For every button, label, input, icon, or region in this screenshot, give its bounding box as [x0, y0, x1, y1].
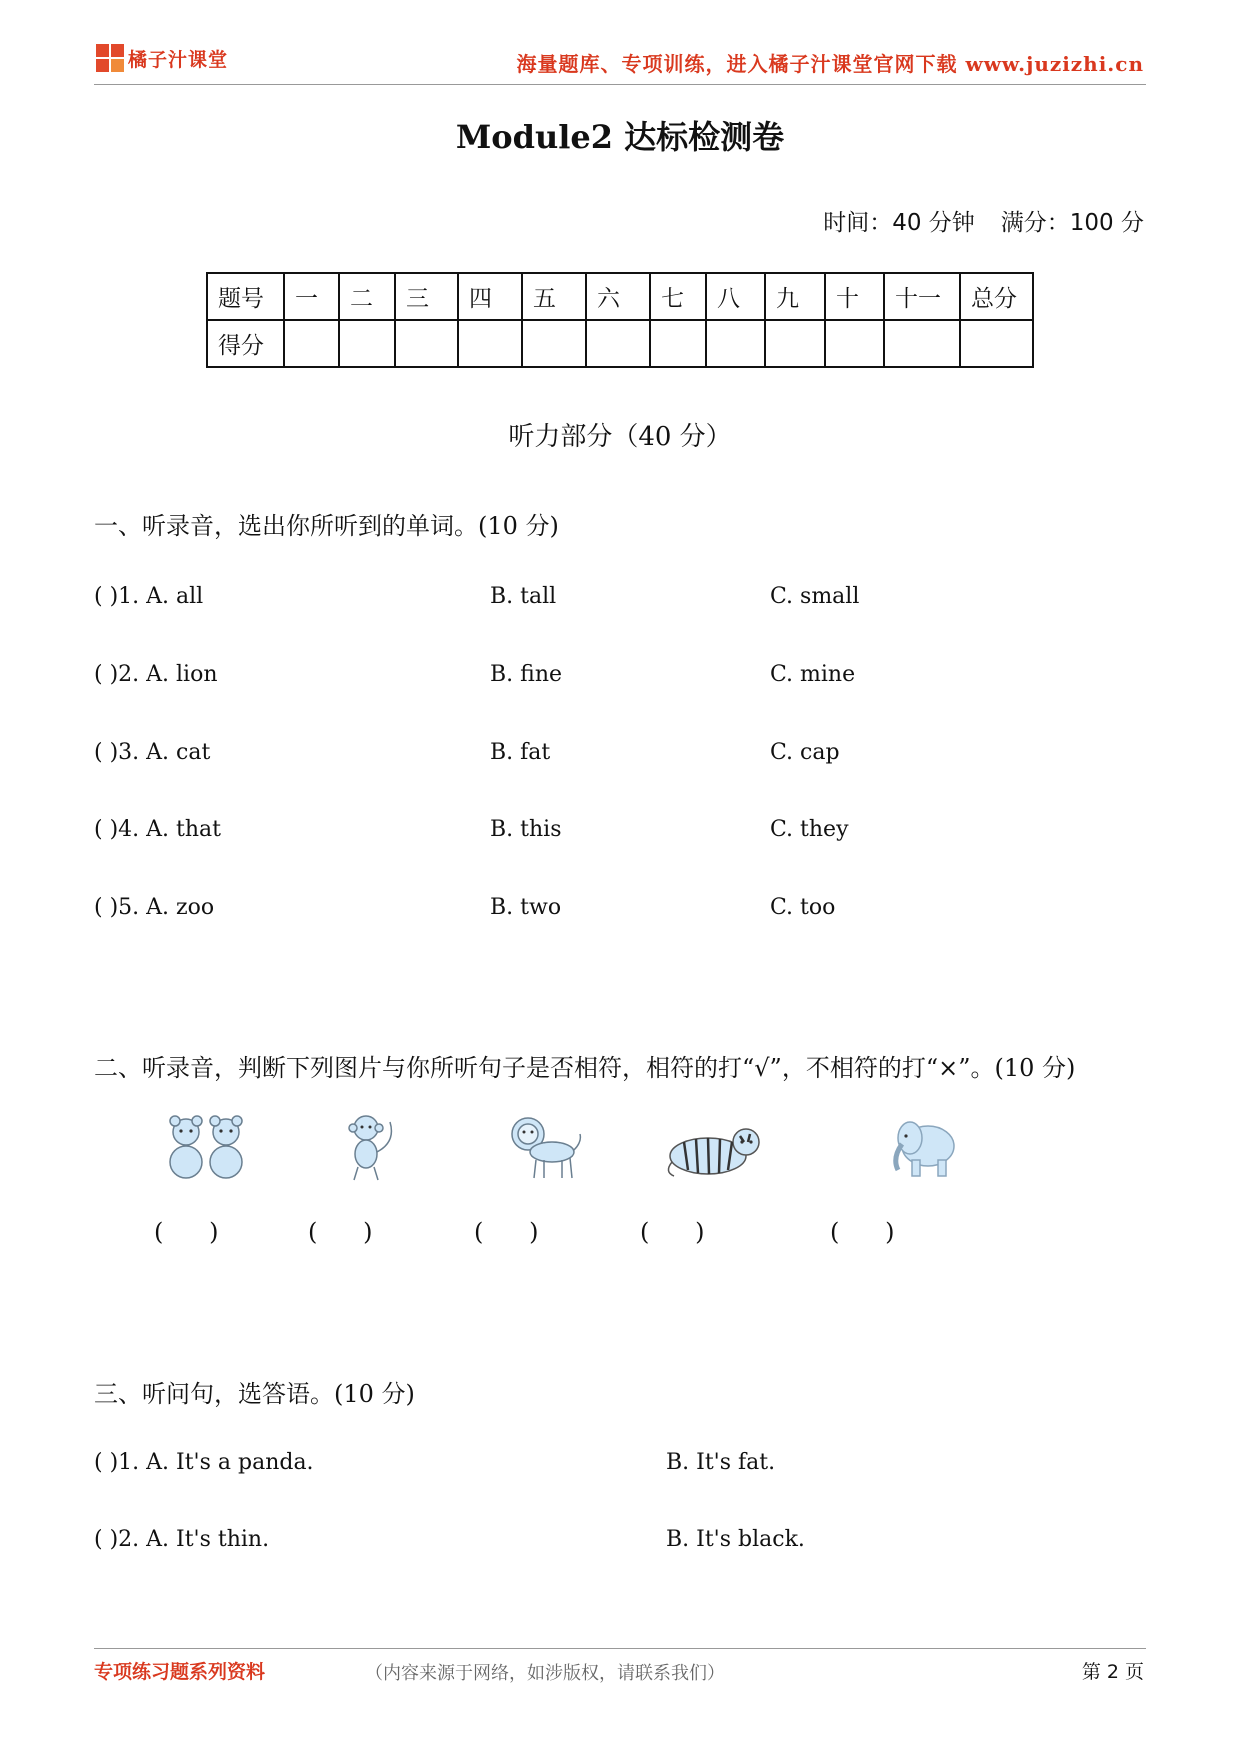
question-option-b: B. fat — [490, 740, 551, 765]
score-input-cell[interactable] — [765, 320, 825, 367]
page-title: Module2 达标检测卷 — [455, 118, 785, 156]
score-input-cell[interactable] — [522, 320, 586, 367]
answer-blank[interactable]: ( ) — [474, 1218, 539, 1246]
answer-blank[interactable]: ( ) — [308, 1218, 373, 1246]
lion-picture — [508, 1112, 584, 1182]
header-divider — [94, 84, 1146, 85]
header-slogan: 海量题库、专项训练，进入橘子汁课堂官网下载 www.juzizhi.cn — [516, 52, 1144, 76]
table-cell: 四 — [458, 273, 522, 320]
question-row — [94, 895, 1146, 931]
table-cell: 一 — [284, 273, 339, 320]
table-cell: 总分 — [960, 273, 1033, 320]
brand-logo — [96, 44, 228, 72]
question-row — [94, 740, 1146, 776]
table-cell: 六 — [586, 273, 650, 320]
section-1-title: 一、听录音，选出你所听到的单词。(10 分) — [94, 512, 559, 540]
elephant-picture — [888, 1112, 958, 1182]
answer-blank[interactable]: ( ) — [830, 1218, 895, 1246]
question-option-b: B. It's fat. — [666, 1450, 776, 1475]
table-cell: 三 — [395, 273, 458, 320]
score-table — [206, 272, 1034, 368]
score-input-cell[interactable] — [884, 320, 960, 367]
footer-divider — [94, 1648, 1146, 1649]
table-cell: 题号 — [207, 273, 284, 320]
question-row — [94, 1450, 1146, 1486]
footer-series-label: 专项练习题系列资料 — [94, 1661, 266, 1683]
two-bears-picture — [162, 1112, 252, 1182]
score-input-cell[interactable] — [395, 320, 458, 367]
section-2-title: 二、听录音，判断下列图片与你所听句子是否相符，相符的打“√”，不相符的打“×”。(10 分) — [94, 1054, 1076, 1082]
score-input-cell[interactable] — [650, 320, 706, 367]
table-cell: 十一 — [884, 273, 960, 320]
table-cell: 十 — [825, 273, 884, 320]
question-option-a: ( )2. A. lion — [94, 662, 218, 687]
question-option-c: C. cap — [770, 740, 840, 765]
exam-info — [823, 204, 1144, 237]
table-cell: 得分 — [207, 320, 284, 367]
score-input-cell[interactable] — [825, 320, 884, 367]
question-row — [94, 584, 1146, 620]
table-cell: 二 — [339, 273, 395, 320]
brand-name: 橘子汁课堂 — [128, 48, 229, 71]
question-option-a: ( )5. A. zoo — [94, 895, 215, 920]
question-option-a: ( )4. A. that — [94, 817, 221, 842]
answer-blank[interactable]: ( ) — [154, 1218, 219, 1246]
question-option-b: B. It's black. — [666, 1527, 805, 1552]
question-option-b: B. tall — [490, 584, 557, 609]
score-input-cell[interactable] — [706, 320, 765, 367]
monkey-picture — [344, 1112, 400, 1182]
table-cell: 九 — [765, 273, 825, 320]
exam-full-score: 满分：100 分 — [1000, 210, 1144, 236]
score-input-cell[interactable] — [339, 320, 395, 367]
answer-blank[interactable]: ( ) — [640, 1218, 705, 1246]
table-cell: 五 — [522, 273, 586, 320]
question-option-a: ( )1. A. It's a panda. — [94, 1450, 314, 1475]
page-number: 第 2 页 — [1081, 1661, 1144, 1683]
question-option-c: C. small — [770, 584, 860, 609]
exam-time: 时间：40 分钟 — [823, 210, 975, 236]
question-row — [94, 662, 1146, 698]
score-table-header-row — [207, 273, 1033, 320]
score-table-score-row — [207, 320, 1033, 367]
table-cell: 八 — [706, 273, 765, 320]
section-3-title: 三、听问句，选答语。(10 分) — [94, 1380, 415, 1408]
question-row — [94, 1527, 1146, 1563]
question-row — [94, 817, 1146, 853]
question-option-c: C. mine — [770, 662, 856, 687]
tiger-picture — [664, 1112, 764, 1182]
score-input-cell[interactable] — [960, 320, 1033, 367]
question-option-a: ( )2. A. It's thin. — [94, 1527, 270, 1552]
question-option-c: C. too — [770, 895, 836, 920]
question-option-b: B. this — [490, 817, 562, 842]
table-cell: 七 — [650, 273, 706, 320]
question-option-b: B. fine — [490, 662, 563, 687]
part-title: 听力部分（40 分） — [508, 422, 732, 452]
footer-copyright-note: （内容来源于网络，如涉版权，请联系我们） — [365, 1663, 725, 1684]
question-option-a: ( )1. A. all — [94, 584, 204, 609]
question-option-b: B. two — [490, 895, 562, 920]
question-option-a: ( )3. A. cat — [94, 740, 211, 765]
picture-row — [0, 1112, 1240, 1192]
question-option-c: C. they — [770, 817, 849, 842]
score-input-cell[interactable] — [458, 320, 522, 367]
score-input-cell[interactable] — [284, 320, 339, 367]
score-input-cell[interactable] — [586, 320, 650, 367]
logo-icon — [96, 44, 124, 72]
